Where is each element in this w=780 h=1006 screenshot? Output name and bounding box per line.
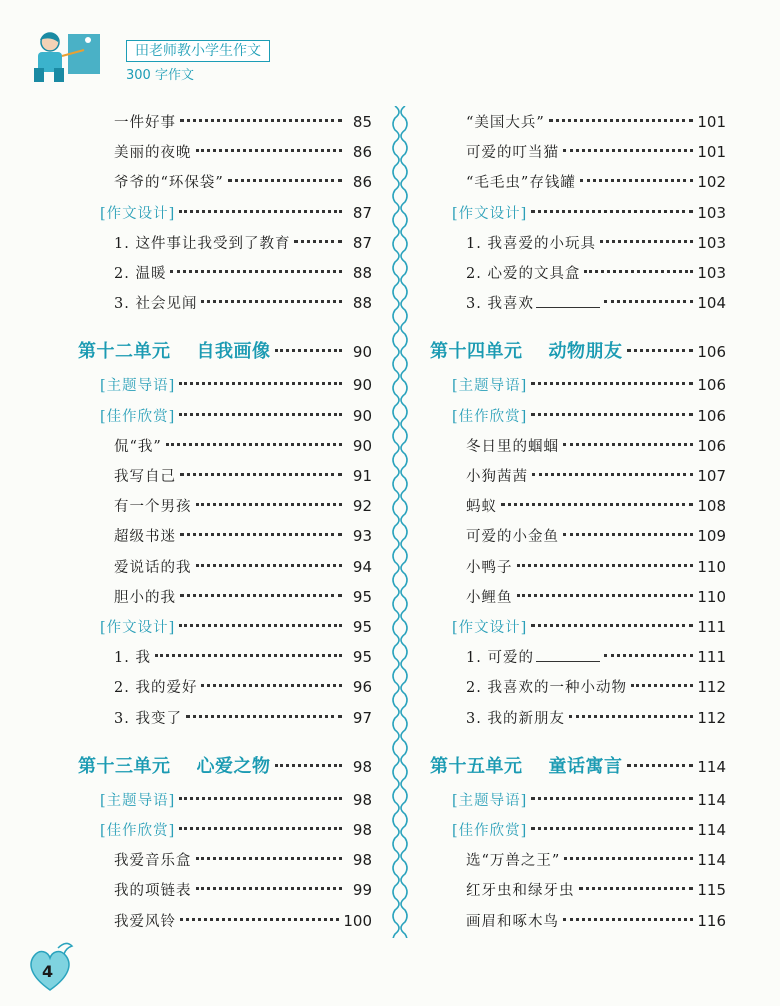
leader-dots (627, 764, 694, 767)
entry-title (430, 111, 545, 135)
toc-section-tag (430, 404, 726, 428)
page-ref: 90 (352, 376, 372, 395)
leader-dots (275, 349, 343, 352)
unit-name: 动物朋友 (548, 341, 623, 363)
entry-title (430, 676, 627, 700)
entry-text: [作文设计] (452, 205, 528, 222)
leader-dots (196, 503, 343, 506)
entry-text: [作文设计] (100, 620, 176, 636)
toc-entry (430, 170, 726, 194)
leader-dots (180, 594, 342, 597)
entry-title (78, 819, 175, 843)
page-ref: 106 (697, 406, 726, 425)
page-ref: 95 (352, 587, 372, 606)
entry-title (78, 171, 224, 195)
page-ref: 98 (352, 851, 372, 870)
leader-dots (179, 382, 342, 385)
toc-entry (78, 110, 372, 134)
leader-dots (531, 827, 693, 830)
entry-title (430, 262, 580, 286)
unit-title (430, 752, 623, 782)
page-ref: 98 (352, 790, 372, 809)
leader-dots (180, 119, 342, 122)
entry-title (78, 676, 197, 700)
leader-dots (186, 715, 342, 718)
entry-text: 我写自己 (114, 469, 176, 485)
leader-dots (563, 533, 693, 536)
leader-dots (517, 564, 694, 567)
entry-title (430, 879, 575, 903)
entry-text: 2. 温暖 (114, 266, 167, 282)
entry-title (78, 262, 166, 286)
entry-title (430, 171, 576, 195)
page-ref: 98 (352, 757, 372, 776)
page-ref: 90 (352, 436, 372, 455)
page-ref: 86 (352, 143, 372, 162)
page-ref: 109 (697, 527, 726, 546)
leader-dots (604, 654, 693, 657)
leader-dots (563, 443, 693, 446)
leader-dots (170, 270, 342, 273)
page-ref: 102 (697, 173, 726, 192)
leader-dots (563, 149, 693, 152)
leader-dots (531, 210, 693, 213)
leader-dots (179, 413, 342, 416)
toc-entry (430, 110, 726, 134)
leader-dots (600, 240, 693, 243)
entry-text: 红牙虫和绿牙虫 (466, 883, 575, 900)
leader-dots (531, 413, 693, 416)
toc-section-tag (78, 818, 372, 842)
entry-text: 1. 这件事让我受到了教育 (114, 235, 291, 252)
entry-title (430, 435, 559, 459)
leader-dots (631, 684, 693, 687)
page-ref: 95 (352, 618, 372, 636)
entry-text: 3. 我变了 (114, 710, 182, 727)
entry-title (78, 405, 175, 429)
entry-title (78, 556, 192, 580)
entry-text: “美国大兵” (466, 115, 545, 131)
toc-entry (78, 170, 372, 194)
entry-text: 侃“我” (114, 438, 162, 455)
leader-dots (517, 594, 694, 597)
leader-dots (627, 349, 694, 352)
leader-dots (155, 654, 342, 657)
entry-title (430, 405, 527, 429)
toc-entry (78, 675, 372, 699)
page-ref: 87 (352, 203, 372, 222)
entry-title (78, 789, 175, 813)
leader-dots (580, 179, 694, 182)
toc-section-tag (430, 818, 726, 842)
unit-name: 心爱之物 (196, 755, 271, 777)
entry-text: 1. 我 (114, 650, 151, 667)
page-ref: 95 (352, 648, 372, 667)
leader-dots (180, 473, 342, 476)
entry-text: 2. 我的爱好 (114, 680, 198, 697)
toc-entry (430, 291, 726, 315)
leader-dots (563, 918, 693, 921)
entry-text: 冬日里的蝈蝈 (466, 438, 559, 455)
page-ref: 99 (352, 881, 372, 900)
toc-section-tag (430, 201, 726, 225)
page-number: 4 (42, 962, 54, 981)
page-ref: 94 (352, 557, 372, 576)
entry-text: 我爱风铃 (114, 913, 176, 930)
toc-entry (78, 706, 372, 730)
toc-entry (78, 878, 372, 902)
entry-title (78, 616, 175, 640)
leader-dots (201, 684, 342, 687)
unit-number: 第十三单元 (78, 755, 171, 777)
leader-dots (275, 764, 343, 767)
entry-text: [佳作欣赏] (452, 823, 528, 839)
page-ref: 107 (697, 467, 726, 485)
leader-dots (179, 827, 342, 830)
leader-dots (579, 887, 694, 890)
entry-text: 超级书迷 (114, 529, 176, 546)
toc-entry (78, 261, 372, 285)
fill-in-blank (536, 293, 600, 308)
toc-section-tag (430, 615, 726, 639)
page-ref: 91 (352, 467, 372, 485)
entry-text: [作文设计] (100, 205, 176, 222)
toc-entry (430, 645, 726, 669)
page-ref: 115 (697, 881, 726, 900)
entry-text: [主题导语] (452, 792, 528, 809)
entry-title (78, 141, 192, 165)
entry-text: [主题导语] (100, 378, 176, 395)
entry-text: 爱说话的我 (114, 559, 192, 576)
entry-title (78, 707, 182, 731)
leader-dots (584, 270, 693, 273)
vine-divider-icon (389, 106, 411, 938)
entry-title (78, 374, 175, 398)
unit-title (78, 337, 271, 367)
leader-dots (196, 857, 343, 860)
page-ref: 92 (352, 497, 372, 516)
entry-title (78, 879, 192, 903)
toc-entry (430, 585, 726, 609)
entry-title (78, 465, 176, 489)
fill-in-blank (536, 647, 600, 662)
leader-dots (179, 624, 342, 627)
page-ref: 103 (697, 203, 726, 222)
page-ref: 110 (697, 557, 726, 576)
entry-text: 2. 我喜欢的一种小动物 (466, 680, 627, 697)
entry-title (430, 586, 513, 610)
entry-title (430, 374, 527, 398)
toc-entry (78, 909, 372, 933)
toc-unit-heading (430, 752, 726, 782)
toc-entry (78, 585, 372, 609)
leader-dots (564, 857, 693, 860)
entry-title (430, 910, 559, 934)
entry-title (430, 707, 565, 731)
page-ref: 100 (343, 911, 372, 930)
leader-dots (531, 624, 693, 627)
page-ref: 96 (352, 678, 372, 697)
leader-dots (201, 300, 342, 303)
entry-text: 爷爷的“环保袋” (114, 175, 224, 192)
entry-title (78, 586, 176, 610)
leader-dots (179, 210, 342, 213)
entry-text: [佳作欣赏] (100, 408, 176, 425)
leader-dots (180, 533, 342, 536)
toc-entry (78, 848, 372, 872)
entry-title (430, 495, 497, 519)
leader-dots (196, 149, 343, 152)
entry-title (78, 435, 162, 459)
leader-dots (180, 918, 339, 921)
page-ref: 104 (697, 294, 726, 313)
leader-dots (179, 797, 342, 800)
page-ref: 111 (697, 618, 726, 636)
entry-title (78, 232, 290, 256)
page-ref: 112 (697, 678, 726, 697)
entry-title (78, 849, 192, 873)
unit-name: 童话寓言 (548, 755, 623, 777)
entry-title (78, 292, 197, 316)
toc-section-tag (430, 788, 726, 812)
page-ref: 111 (697, 648, 726, 667)
page-ref: 108 (697, 497, 726, 516)
entry-title (78, 202, 175, 226)
entry-text: 画眉和啄木鸟 (466, 913, 559, 930)
unit-title (430, 337, 623, 367)
toc-unit-heading (430, 337, 726, 367)
page-ref: 106 (697, 376, 726, 395)
page-ref: 114 (697, 821, 726, 839)
toc-entry (430, 231, 726, 255)
page-ref: 103 (697, 264, 726, 282)
page-ref: 106 (697, 343, 726, 362)
leader-dots (549, 119, 694, 122)
entry-title (430, 292, 600, 316)
page-ref: 90 (352, 343, 372, 362)
toc-entry (78, 231, 372, 255)
entry-title (78, 525, 176, 549)
toc-entry (430, 494, 726, 518)
entry-title (78, 111, 176, 135)
entry-title (430, 646, 600, 670)
toc-entry (430, 261, 726, 285)
entry-text: [佳作欣赏] (452, 408, 528, 425)
toc-entry (430, 464, 726, 488)
leader-dots (501, 503, 693, 506)
unit-number: 第十二单元 (78, 341, 171, 363)
leader-dots (569, 715, 693, 718)
page-ref: 101 (697, 113, 726, 131)
leader-dots (196, 564, 343, 567)
toc-entry (430, 140, 726, 164)
page-ref: 114 (697, 757, 726, 776)
entry-text: 美丽的夜晚 (114, 145, 192, 162)
toc-entry (78, 291, 372, 315)
leader-dots (531, 382, 693, 385)
toc-section-tag (78, 373, 372, 397)
toc-section-tag (430, 373, 726, 397)
page-ref: 90 (352, 406, 372, 425)
entry-title (430, 849, 560, 873)
entry-text: 选“万兽之王” (466, 853, 561, 870)
toc-entry (430, 878, 726, 902)
entry-text: 一件好事 (114, 115, 176, 131)
entry-text: [佳作欣赏] (100, 823, 176, 839)
page-ref: 85 (352, 113, 372, 131)
entry-text: 蚂蚁 (466, 499, 497, 516)
entry-text: 我爱音乐盒 (114, 853, 192, 870)
toc-unit-heading (78, 337, 372, 367)
entry-text: 可爱的小金鱼 (466, 529, 559, 546)
entry-title (430, 232, 596, 256)
entry-text: 有一个男孩 (114, 499, 192, 516)
entry-text: 3. 社会见闻 (114, 296, 198, 313)
page-ref: 101 (697, 143, 726, 162)
page-ref: 116 (697, 911, 726, 930)
entry-title (430, 556, 513, 580)
entry-title (430, 465, 528, 489)
page-ref: 86 (352, 173, 372, 192)
entry-text: 1. 我喜爱的小玩具 (466, 235, 596, 252)
teacher-figure-icon (28, 28, 100, 84)
leader-dots (294, 240, 342, 243)
entry-title (430, 202, 527, 226)
entry-text: 可爱的叮当猫 (466, 145, 559, 162)
page-ref: 103 (697, 233, 726, 252)
entry-text: 我的项链表 (114, 883, 192, 900)
toc-section-tag (78, 788, 372, 812)
toc-entry (78, 464, 372, 488)
page-ref: 97 (352, 708, 372, 727)
page-ref: 110 (697, 587, 726, 606)
toc-entry (430, 675, 726, 699)
entry-title (78, 646, 151, 670)
leader-dots (532, 473, 693, 476)
page-ref: 106 (697, 436, 726, 455)
series-title: 田老师教小学生作文 (126, 40, 270, 62)
toc-entry (430, 706, 726, 730)
entry-text: [作文设计] (452, 620, 528, 636)
entry-text: 小鲤鱼 (466, 589, 513, 606)
entry-text: “毛毛虫”存钱罐 (466, 175, 576, 192)
entry-title (430, 525, 559, 549)
page-ref: 87 (352, 233, 372, 252)
toc-section-tag (78, 404, 372, 428)
leader-dots (531, 797, 693, 800)
leader-dots (166, 443, 342, 446)
toc-entry (78, 140, 372, 164)
entry-title (430, 789, 527, 813)
entry-text: [主题导语] (100, 792, 176, 809)
toc-section-tag (78, 201, 372, 225)
toc-entry (430, 555, 726, 579)
toc-unit-heading (78, 752, 372, 782)
entry-text: 2. 心爱的文具盒 (466, 266, 581, 282)
page-ref: 88 (352, 264, 372, 282)
toc-entry (430, 524, 726, 548)
entry-title (430, 616, 527, 640)
entry-text: 小鸭子 (466, 559, 513, 576)
page-ref: 112 (697, 708, 726, 727)
entry-text: 胆小的我 (114, 589, 176, 606)
toc-entry (78, 645, 372, 669)
page-header (28, 28, 288, 84)
toc-entry (430, 909, 726, 933)
toc-entry (430, 434, 726, 458)
entry-title (78, 910, 176, 934)
page-ref: 88 (352, 294, 372, 313)
leader-dots (604, 300, 693, 303)
toc-section-tag (78, 615, 372, 639)
unit-title (78, 752, 271, 782)
leader-dots (228, 179, 342, 182)
entry-title (430, 819, 527, 843)
unit-number: 第十五单元 (430, 755, 523, 777)
toc-entry (78, 555, 372, 579)
toc-entry (78, 524, 372, 548)
entry-text: [主题导语] (452, 378, 528, 395)
page-ref: 93 (352, 527, 372, 546)
toc-entry (430, 848, 726, 872)
entry-title (430, 141, 559, 165)
toc-entry (78, 434, 372, 458)
entry-text: 小狗茜茜 (466, 469, 528, 485)
entry-title (78, 495, 192, 519)
page-ref: 114 (697, 790, 726, 809)
leader-dots (196, 887, 343, 890)
unit-number: 第十四单元 (430, 341, 523, 363)
entry-text: 1. 可爱的 (466, 650, 534, 667)
unit-name: 自我画像 (196, 341, 271, 363)
page-ref: 114 (697, 851, 726, 870)
entry-text: 3. 我的新朋友 (466, 710, 565, 727)
toc-entry (78, 494, 372, 518)
series-subtitle: 300 字作文 (126, 68, 194, 83)
page-ref: 98 (352, 821, 372, 839)
entry-text: 3. 我喜欢 (466, 296, 534, 313)
